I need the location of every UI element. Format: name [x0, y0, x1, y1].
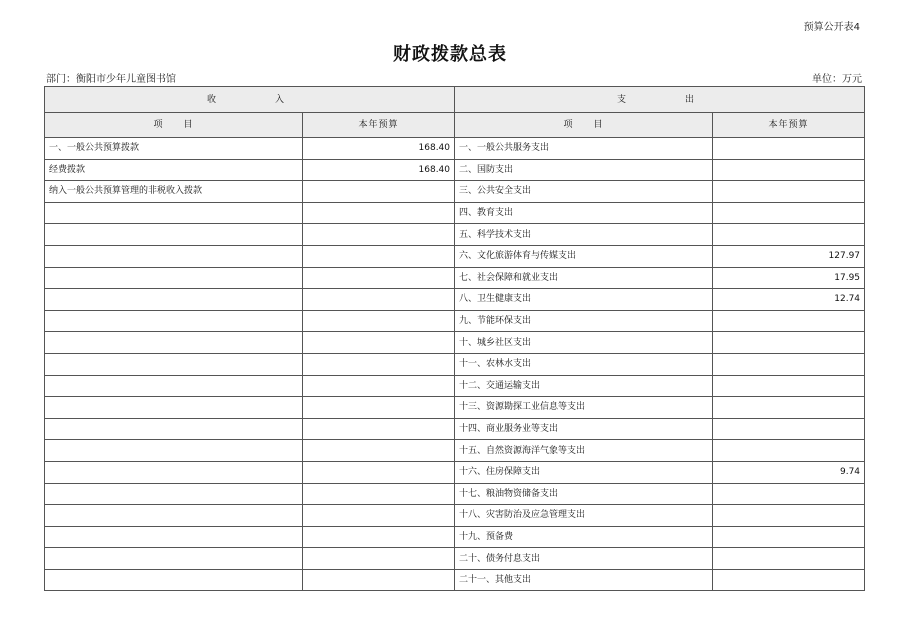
income-item-cell	[45, 440, 303, 462]
expense-item-cell: 六、文化旅游体育与传媒支出	[455, 245, 713, 267]
expense-amount-cell	[713, 224, 865, 246]
income-amount-cell	[303, 440, 455, 462]
expense-item-cell: 十五、自然资源海洋气象等支出	[455, 440, 713, 462]
income-amount-cell	[303, 224, 455, 246]
expense-item-cell: 二十一、其他支出	[455, 569, 713, 591]
expense-amount-cell	[713, 440, 865, 462]
expense-amount-cell	[713, 397, 865, 419]
income-amount-cell	[303, 375, 455, 397]
income-amount-cell	[303, 526, 455, 548]
page-title: 财政拨款总表	[393, 44, 507, 65]
table-row	[45, 245, 865, 267]
table-row	[45, 483, 865, 505]
expense-amount-cell	[713, 418, 865, 440]
expense-amount-cell	[713, 505, 865, 527]
expense-item-cell: 二、国防支出	[455, 159, 713, 181]
section-header-row	[45, 87, 865, 113]
income-item-cell	[45, 375, 303, 397]
table-body	[45, 138, 865, 591]
table-row	[45, 353, 865, 375]
table-row	[45, 310, 865, 332]
table-row	[45, 289, 865, 311]
income-item-cell	[45, 483, 303, 505]
income-item-cell: 一、一般公共预算拨款	[45, 138, 303, 160]
expense-amount-cell	[713, 569, 865, 591]
income-amount-cell	[303, 353, 455, 375]
table-row	[45, 159, 865, 181]
table-row	[45, 526, 865, 548]
income-item-cell	[45, 569, 303, 591]
form-code: 预算公开表4	[803, 22, 860, 33]
expense-amount-cell	[713, 548, 865, 570]
expense-item-cell: 十四、商业服务业等支出	[455, 418, 713, 440]
income-amount-cell	[303, 267, 455, 289]
income-amount-cell	[303, 181, 455, 203]
income-item-cell	[45, 224, 303, 246]
expense-amount-cell: 127.97	[713, 245, 865, 267]
income-amount-cell	[303, 505, 455, 527]
column-header-row	[45, 113, 865, 138]
expense-item-cell: 十一、农林水支出	[455, 353, 713, 375]
expense-amount-cell	[713, 353, 865, 375]
expense-item-cell: 十九、预备费	[455, 526, 713, 548]
table-row	[45, 332, 865, 354]
income-amount-cell	[303, 332, 455, 354]
table-row	[45, 181, 865, 203]
fiscal-allocation-table	[44, 86, 865, 591]
income-item-cell	[45, 310, 303, 332]
income-item-header: 项 目	[45, 113, 303, 138]
income-amount-cell	[303, 310, 455, 332]
income-amount-cell	[303, 483, 455, 505]
income-item-cell	[45, 397, 303, 419]
table-row	[45, 202, 865, 224]
expense-amount-cell: 12.74	[713, 289, 865, 311]
income-amount-cell: 168.40	[303, 138, 455, 160]
income-item-cell	[45, 202, 303, 224]
income-item-cell	[45, 245, 303, 267]
expense-item-cell: 一、一般公共服务支出	[455, 138, 713, 160]
expense-amount-cell	[713, 202, 865, 224]
table-row	[45, 224, 865, 246]
expense-amount-cell: 17.95	[713, 267, 865, 289]
expense-item-cell: 十、城乡社区支出	[455, 332, 713, 354]
expense-item-cell: 十二、交通运输支出	[455, 375, 713, 397]
expense-item-header: 项 目	[455, 113, 713, 138]
income-amount-cell	[303, 202, 455, 224]
expense-amount-cell	[713, 526, 865, 548]
table-row	[45, 548, 865, 570]
expense-amount-cell	[713, 332, 865, 354]
table-row	[45, 505, 865, 527]
expense-amount-cell	[713, 483, 865, 505]
expense-amount-cell	[713, 159, 865, 181]
table-row	[45, 418, 865, 440]
income-amount-cell	[303, 548, 455, 570]
expense-item-cell: 二十、债务付息支出	[455, 548, 713, 570]
table-row	[45, 440, 865, 462]
income-budget-header: 本年预算	[303, 113, 455, 138]
expense-budget-header: 本年预算	[713, 113, 865, 138]
income-item-cell	[45, 505, 303, 527]
expense-item-cell: 十七、粮油物资储备支出	[455, 483, 713, 505]
table-row	[45, 138, 865, 160]
table-row	[45, 375, 865, 397]
income-amount-cell	[303, 418, 455, 440]
income-item-cell: 经费拨款	[45, 159, 303, 181]
table-row	[45, 267, 865, 289]
income-item-cell	[45, 353, 303, 375]
income-item-cell	[45, 418, 303, 440]
expense-amount-cell	[713, 375, 865, 397]
income-item-cell	[45, 461, 303, 483]
income-item-cell	[45, 526, 303, 548]
expense-amount-cell: 9.74	[713, 461, 865, 483]
income-item-cell: 纳入一般公共预算管理的非税收入拨款	[45, 181, 303, 203]
unit-label: 单位：万元	[812, 74, 862, 85]
department-label: 部门：衡阳市少年儿童图书馆	[46, 74, 176, 85]
expense-item-cell: 四、教育支出	[455, 202, 713, 224]
expense-amount-cell	[713, 181, 865, 203]
income-amount-cell	[303, 569, 455, 591]
expense-item-cell: 八、卫生健康支出	[455, 289, 713, 311]
expense-section-header: 支 出	[455, 87, 865, 113]
expense-item-cell: 十八、灾害防治及应急管理支出	[455, 505, 713, 527]
expense-item-cell: 九、节能环保支出	[455, 310, 713, 332]
table-row	[45, 397, 865, 419]
expense-item-cell: 五、科学技术支出	[455, 224, 713, 246]
income-amount-cell	[303, 397, 455, 419]
table-row	[45, 569, 865, 591]
income-item-cell	[45, 332, 303, 354]
income-amount-cell: 168.40	[303, 159, 455, 181]
income-item-cell	[45, 548, 303, 570]
expense-item-cell: 七、社会保障和就业支出	[455, 267, 713, 289]
expense-amount-cell	[713, 310, 865, 332]
meta-line	[46, 70, 862, 84]
expense-amount-cell	[713, 138, 865, 160]
expense-item-cell: 十三、资源勘探工业信息等支出	[455, 397, 713, 419]
income-item-cell	[45, 267, 303, 289]
table-row	[45, 461, 865, 483]
income-item-cell	[45, 289, 303, 311]
expense-item-cell: 十六、住房保障支出	[455, 461, 713, 483]
expense-item-cell: 三、公共安全支出	[455, 181, 713, 203]
income-amount-cell	[303, 289, 455, 311]
income-section-header: 收 入	[45, 87, 455, 113]
income-amount-cell	[303, 461, 455, 483]
income-amount-cell	[303, 245, 455, 267]
